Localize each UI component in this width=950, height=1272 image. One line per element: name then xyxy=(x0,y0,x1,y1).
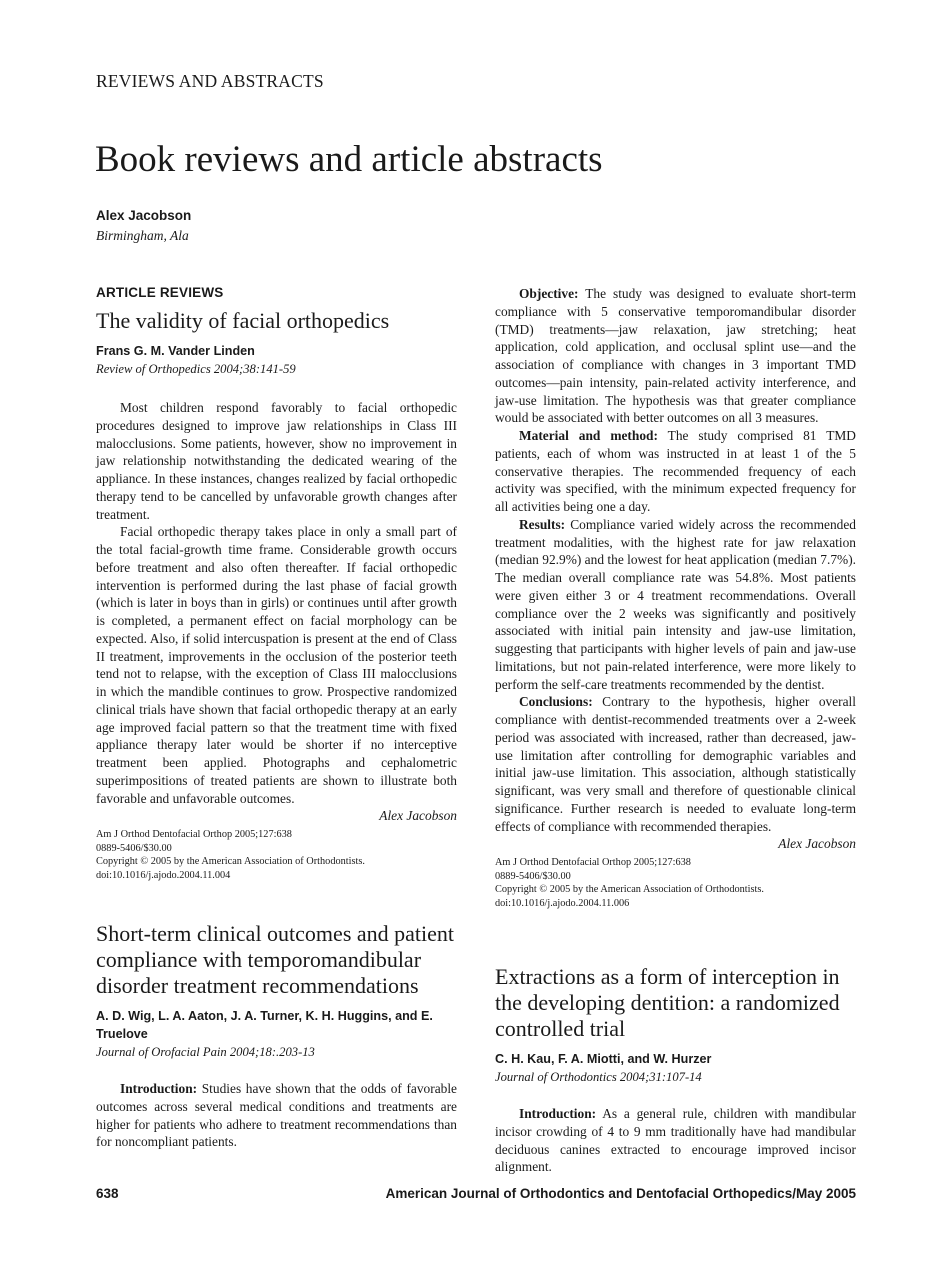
citation-line: Copyright © 2005 by the American Association of Orthodontists. xyxy=(495,884,764,895)
citation-line: Am J Orthod Dentofacial Orthop 2005;127:638 xyxy=(495,857,691,868)
citation-line: 0889-5406/$30.00 xyxy=(495,870,571,882)
article1-title: The validity of facial orthopedics xyxy=(96,308,390,333)
article3-journal: Journal of Orthodontics 2004;31:107-14 xyxy=(495,1070,702,1084)
article3-intro xyxy=(495,1105,856,1176)
left-column xyxy=(96,285,457,882)
citation-line: Am J Orthod Dentofacial Orthop 2005;127:638 xyxy=(96,829,292,840)
page-author: Alex Jacobson xyxy=(96,208,192,223)
footer-journal: American Journal of Orthodontics and Dentofacial Orthopedics/May 2005 xyxy=(385,1186,856,1201)
article2-continued xyxy=(495,285,856,835)
article2-citation xyxy=(495,856,856,910)
page-affiliation: Birmingham, Ala xyxy=(96,228,189,243)
article2-journal: Journal of Orofacial Pain 2004;18:.203-13 xyxy=(96,1045,315,1059)
citation-line: 0889-5406/$30.00 xyxy=(96,842,172,854)
intro-label: Introduction: xyxy=(120,1081,198,1096)
right-column xyxy=(495,285,856,910)
results-label: Results: xyxy=(519,516,566,532)
article3-title: Extractions as a form of interception in the developing dentition: a randomized controlled trial xyxy=(495,964,840,1041)
material-text: The study comprised 81 TMD patients, each of whom was instructed in at least 1 of the 5 conservative therapies. The recommended frequency of each activity was specified, with the minimum expected frequency for all activities being one a day. xyxy=(495,428,856,514)
intro-text: As a general rule, children with mandibular incisor crowding of 4 to 9 mm traditionally have had mandibular deciduous canines extracted to encourage improved incisor alignment. xyxy=(495,1106,856,1175)
conclusions-text: Contrary to the hypothesis, higher overall compliance with dentist-recommended treatments over a 2-week period was associated with increased, rather than decreased, jaw-use limitation after controlling for demographic variables and initial jaw-use limitation. This association, although statistically significant, was very small and therefore of questionable clinical significance. Further research is needed to evaluate long-term effects of compliance with recommended therapies. xyxy=(495,694,856,834)
intro-text: Studies have shown that the odds of favorable outcomes across several medical conditions and treatments are higher for patients who adhere to treatment recommendations than for noncompliant patients. xyxy=(96,1081,457,1150)
article2-signature: Alex Jacobson xyxy=(778,836,856,852)
results-text: Compliance varied widely across the recommended treatment modalities, with the highest rate for jaw relaxation (median 92.9%) and the lowest for heat application (median 7.7%). The median overall compliance rate was 54.8%. Most patients were given either 3 or 4 treatment recommendations. Overall compliance over the 2 weeks was significantly and positively associated with initial pain intensity and jaw-use limitation, suggesting that participants with higher levels of pain and jaw-use limitations, but not pain-related interference, were more likely to perform the self-care treatments recommended by the dentist. xyxy=(495,516,856,692)
conclusions-label: Conclusions: xyxy=(519,694,593,710)
article-reviews-label: ARTICLE REVIEWS xyxy=(96,285,224,300)
article1-paragraph: Facial orthopedic therapy takes place in only a small part of the total facial-growth time frame. Considerable growth occurs before treatment and also often thereafter. If facial orthopedic intervention is performed during the last phase of facial growth (which is later in boys than in girls) or continues until after growth is completed, a permanent effect on facial morphology can be expected. Also, if solid intercuspation is present at the end of Class II treatment, improvements in the occlusion of the posterior teeth tend not to relapse, with the exception of Class III malocclusions in which the mandible continues to grow. Prospective randomized clinical trials have shown that facial orthopedic therapy at an early age improved facial pattern so that the treatment time with fixed appliance therapy later would be shorter if no interceptive treatment been applied. Photographs and cephalometric superimpositions of treated patients are shown to illustrate both favorable and unfavorable outcomes. xyxy=(96,524,457,806)
section-heading: REVIEWS AND ABSTRACTS xyxy=(96,71,324,91)
material-label: Material and method: xyxy=(519,428,658,443)
objective-text: The study was designed to evaluate short-term compliance with 5 conservative temporomandibular disorder (TMD) treatments—jaw relaxation, jaw stretching; heat application, cold application, and occlusal splint use—and the association of compliance with changes in 3 important TMD outcomes—pain intensity, pain-related activity interference, and jaw-use limitation. The hypothesis was that greater compliance would be associated with better outcomes on all 3 measures. xyxy=(495,286,856,426)
intro-label: Introduction: xyxy=(519,1106,597,1121)
page-title: Book reviews and article abstracts xyxy=(95,139,603,180)
article1-signature: Alex Jacobson xyxy=(379,808,457,824)
article3-header xyxy=(495,964,856,1176)
article1-journal: Review of Orthopedics 2004;38:141-59 xyxy=(96,362,296,376)
article1-body xyxy=(96,399,457,807)
article3-authors: C. H. Kau, F. A. Miotti, and W. Hurzer xyxy=(495,1052,712,1066)
citation-line: doi:10.1016/j.ajodo.2004.11.004 xyxy=(96,869,231,881)
article2-intro xyxy=(96,1080,457,1151)
citation-line: Copyright © 2005 by the American Association of Orthodontists. xyxy=(96,856,365,867)
article2-title: Short-term clinical outcomes and patient compliance with temporomandibular disorder treatment recommendations xyxy=(96,921,455,998)
article2-authors: A. D. Wig, L. A. Aaton, J. A. Turner, K. H. Huggins, and E. Truelove xyxy=(96,1009,433,1041)
article1-citation xyxy=(96,828,457,882)
article1-authors: Frans G. M. Vander Linden xyxy=(96,344,255,358)
article2-header xyxy=(96,921,457,1151)
article1-paragraph: Most children respond favorably to facial orthopedic procedures designed to improve jaw relationships in Class III malocclusions. Some patients, however, show no improvement in jaw relationship notwithstanding the dedicated wearing of the appliance. In these instances, changes realized by facial orthopedic therapy tend to be cancelled by unfavorable growth changes after treatment. xyxy=(96,400,457,522)
page-number: 638 xyxy=(96,1186,119,1201)
objective-label: Objective: xyxy=(519,286,579,301)
citation-line: doi:10.1016/j.ajodo.2004.11.006 xyxy=(495,897,630,909)
